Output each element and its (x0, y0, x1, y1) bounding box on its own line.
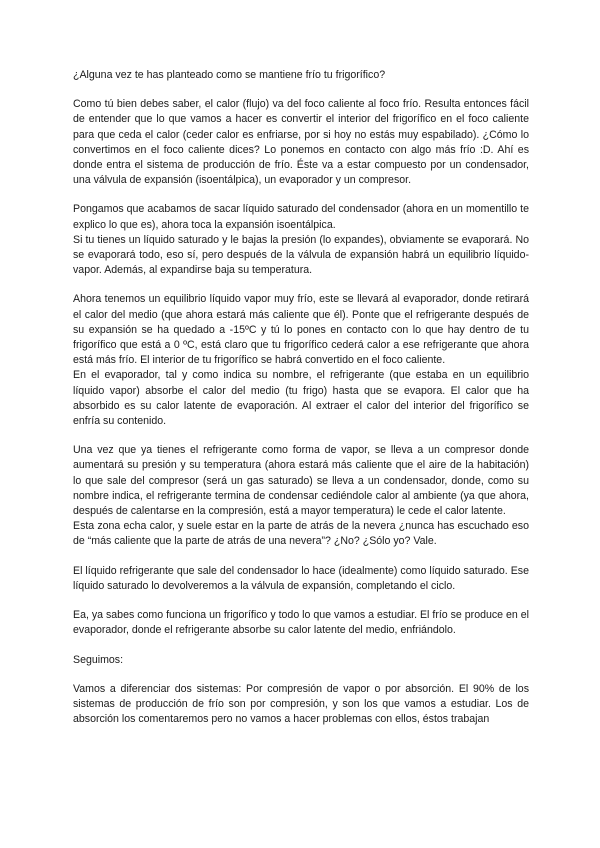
paragraph-continue: Seguimos: (73, 653, 124, 666)
paragraph-evaporator-cold: Ahora tenemos un equilibrio líquido vapor muy frío, este se llevará al evaporador, donde retirará el calor del medio (que ahora estará más caliente que él). Ponte que el refrigerante después de su expansión se ha quedado a -15ºC y tú lo pones en contacto con lo que hay dentro de tu frigorífico que está a 0 ºC, está claro que tu frigorífico cederá calor a ese refrigerante que ahora está más frío. El interior de tu frigorífico se habrá convertido en el foco caliente. (73, 293, 529, 367)
paragraph-condenser-output: El líquido refrigerante que sale del condensador lo hace (idealmente) como líquido saturado. Ese líquido saturado lo devolveremos a la válvula de expansión, completando el ciclo. (73, 564, 529, 592)
paragraph-summary: Ea, ya sabes como funciona un frigorífico y todo lo que vamos a estudiar. El frío se produce en el evaporador, donde el refrigerante absorbe su calor latente del medio, enfriándolo. (73, 609, 529, 637)
paragraph-systems: Vamos a diferenciar dos sistemas: Por compresión de vapor o por absorción. El 90% de los sistemas de producción de frío son por compresión, y son los que vamos a estudiar. Los de absorción los comentaremos pero no vamos a hacer problemas con ellos, éstos trabajan (73, 682, 529, 726)
document-title: ¿Alguna vez te has planteado como se mantiene frío tu frigorífico? (73, 69, 386, 81)
paragraph-compressor: Una vez que ya tienes el refrigerante como forma de vapor, se lleva a un compresor donde aumentará su presión y su temperatura (ahora estará más caliente que el aire de la habitación) lo que sale del compresor (será un gas saturado) se lleva a un condensador, donde, como su nombre indica, el refrigerante termina de condensar cediéndole calor al ambiente (ya que ahora, después de calentarse en la compresión, está a mayor temperatura) le cede el calor latente. (73, 444, 529, 518)
paragraph-expansion: Si tu tienes un líquido saturado y le bajas la presión (lo expandes), obviamente se evaporará. No se evaporará todo, eso sí, pero después de la válvula de expansión habrá un equilibrio líquido-vapor. Además, al expandirse baja su temperatura. (73, 233, 529, 277)
paragraph-evaporator: En el evaporador, tal y como indica su nombre, el refrigerante (que estaba en un equilibrio líquido vapor) absorbe el calor del medio (tu frigo) hasta que se evapora. El calor que ha absorbido es su calor latente de evaporación. Al extraer el calor del interior del frigorífico se enfría su contenido. (73, 369, 529, 428)
paragraph-saturated-liquid: Pongamos que acabamos de sacar líquido saturado del condensador (ahora en un momentillo te explico lo que es), ahora toca la expansión isoentálpica. (73, 203, 529, 231)
paragraph-hot-zone: Esta zona echa calor, y suele estar en la parte de atrás de la nevera ¿nunca has escuchado eso de “más caliente que la parte de atrás de una nevera”? ¿No? ¿Sólo yo? Vale. (73, 520, 529, 548)
document-body (73, 68, 529, 727)
paragraph-intro: Como tú bien debes saber, el calor (flujo) va del foco caliente al foco frío. Resulta entonces fácil de entender que lo que vamos a hacer es convertir el interior del frigorífico en el foco caliente para que ceda el calor (ceder calor es enfriarse, por si hoy no estás muy espabilado). ¿Cómo lo convertimos en el foco caliente dices? Lo ponemos en contacto con algo más frío :D. Ahí es donde entra el sistema de producción de frío. Éste va a estar compuesto por un condensador, una válvula de expansión (isoentálpica), un evaporador y un compresor. (73, 98, 529, 187)
